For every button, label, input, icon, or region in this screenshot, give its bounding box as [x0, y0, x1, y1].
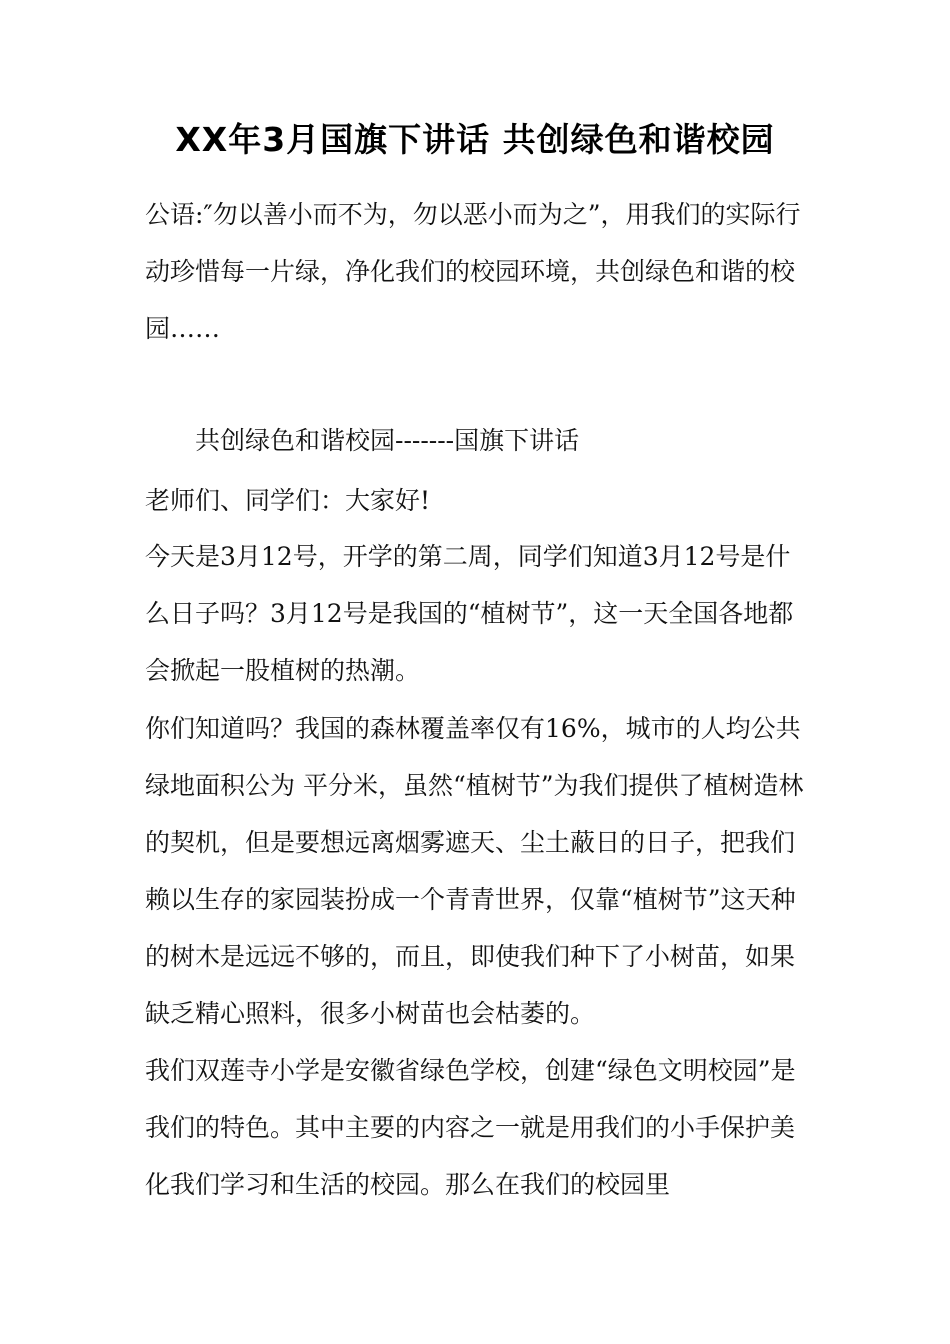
- document-title: XX年3月国旗下讲话 共创绿色和谐校园: [175, 120, 775, 159]
- body-paragraph-2: [145, 700, 810, 1042]
- greeting-text: 老师们、同学们：大家好!: [145, 486, 431, 515]
- paragraph-text: 我们双莲寺小学是安徽省绿色学校，创建“绿色文明校园”是我们的特色。其中主要的内容之一就是用我们的小手保护美化我们学习和生活的校园。那么在我们的校园里: [145, 1056, 796, 1199]
- body-paragraph-3: [145, 1042, 810, 1213]
- paragraph-text: 你们知道吗？我国的森林覆盖率仅有16%，城市的人均公共绿地面积公为 平分米，虽然“植树节”为我们提供了植树造林的契机，但是要想远离烟雾遮天、尘土蔽日的日子，把我们赖以生存的家园装扮成一个青青世界，仅靠“植树节”这天种的树木是远远不够的，而且，即使我们种下了小树苗，如果缺乏精心照料，很多小树苗也会枯萎的。: [145, 714, 804, 1028]
- intro-text: 公语:″勿以善小而不为，勿以恶小而为之”，用我们的实际行动珍惜每一片绿，净化我们的校园环境，共创绿色和谐的校园……: [145, 200, 801, 343]
- greeting-paragraph: [145, 472, 810, 529]
- speech-subtitle: 共创绿色和谐校园-------国旗下讲话: [195, 426, 580, 455]
- body-paragraph-1: [145, 528, 810, 699]
- intro-paragraph: [145, 186, 810, 357]
- paragraph-text: 今天是3月12号，开学的第二周，同学们知道3月12号是什么日子吗？3月12号是我国的“植树节”，这一天全国各地都会掀起一股植树的热潮。: [145, 542, 794, 685]
